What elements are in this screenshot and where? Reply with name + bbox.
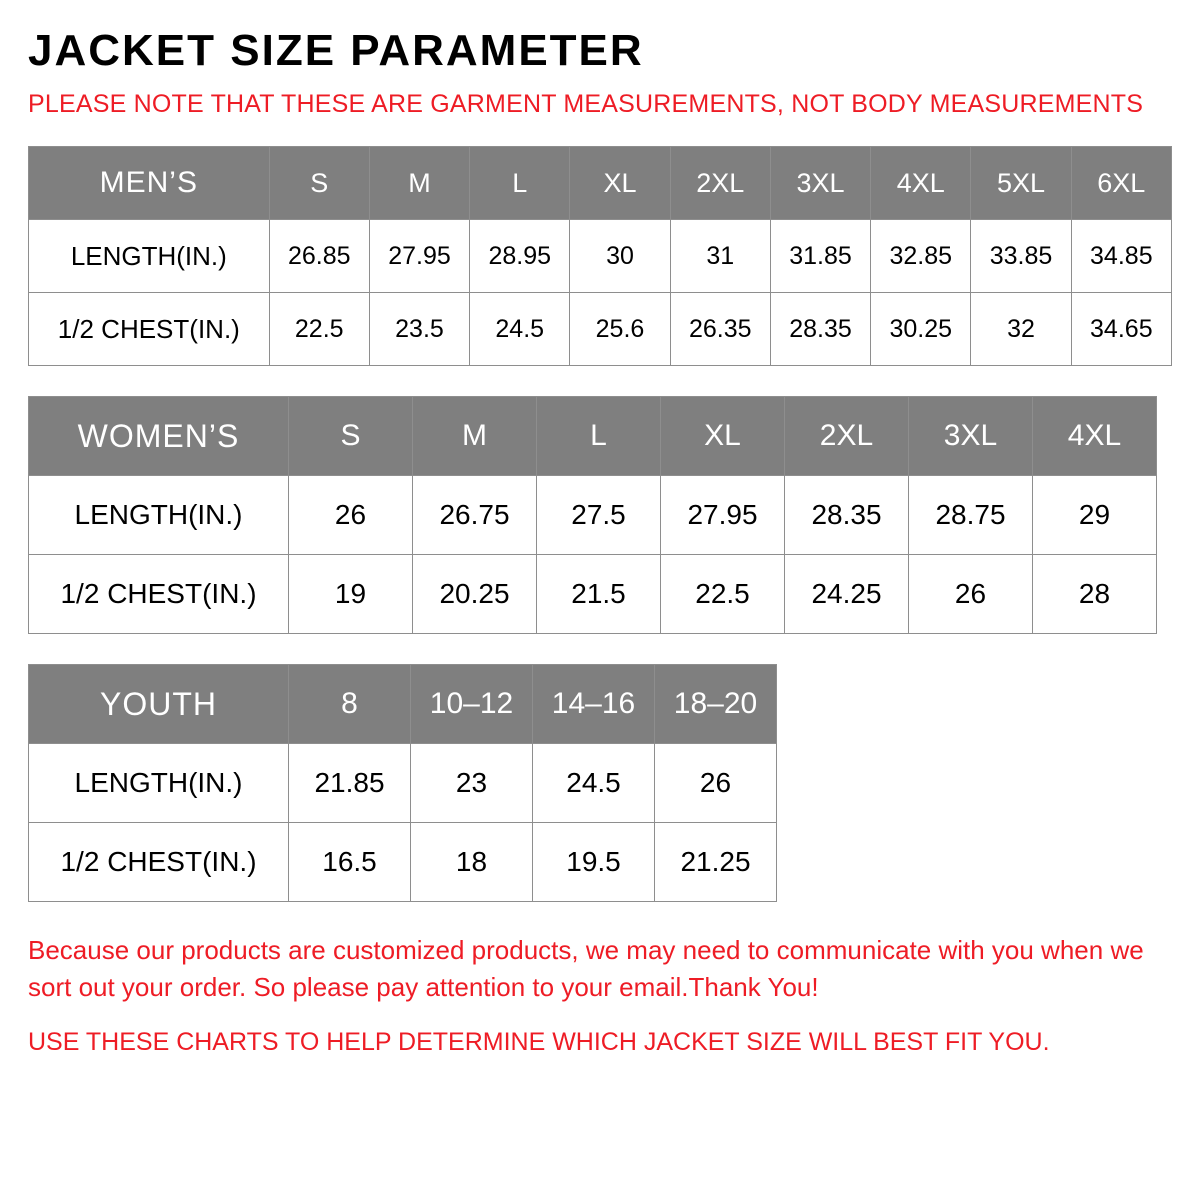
size-header-cell: 18–20 [655, 665, 777, 744]
measure-cell: 18 [411, 823, 533, 902]
row-label: 1/2 CHEST(IN.) [29, 823, 289, 902]
size-header-cell: L [470, 147, 570, 220]
measure-cell: 23 [411, 744, 533, 823]
measure-cell: 34.85 [1071, 220, 1171, 293]
size-header-cell: 4XL [1033, 397, 1157, 476]
measure-cell: 30.25 [871, 293, 971, 366]
measure-cell: 26 [909, 555, 1033, 634]
measure-cell: 19 [289, 555, 413, 634]
size-header-cell: S [289, 397, 413, 476]
measure-cell: 29 [1033, 476, 1157, 555]
table-row [29, 744, 777, 823]
measure-cell: 21.25 [655, 823, 777, 902]
row-label: LENGTH(IN.) [29, 220, 270, 293]
measure-cell: 19.5 [533, 823, 655, 902]
size-header-cell: L [537, 397, 661, 476]
table-row [29, 293, 1172, 366]
measure-cell: 25.6 [570, 293, 670, 366]
size-header-cell: 6XL [1071, 147, 1171, 220]
measure-cell: 32 [971, 293, 1071, 366]
measure-cell: 27.5 [537, 476, 661, 555]
table-row [29, 555, 1157, 634]
womens-size-table [28, 396, 1157, 634]
measure-cell: 27.95 [661, 476, 785, 555]
table-row [29, 823, 777, 902]
measure-cell: 33.85 [971, 220, 1071, 293]
measure-cell: 21.85 [289, 744, 411, 823]
table-header-row [29, 397, 1157, 476]
top-note: PLEASE NOTE THAT THESE ARE GARMENT MEASUREMENTS, NOT BODY MEASUREMENTS [28, 90, 1144, 119]
size-header-cell: XL [570, 147, 670, 220]
measure-cell: 26.75 [413, 476, 537, 555]
measure-cell: 24.5 [533, 744, 655, 823]
size-header-cell: 14–16 [533, 665, 655, 744]
size-header-cell: 3XL [909, 397, 1033, 476]
table-row [29, 476, 1157, 555]
youth-size-table [28, 664, 777, 902]
size-header-cell: 3XL [770, 147, 870, 220]
size-header-cell: 4XL [871, 147, 971, 220]
mens-header-label: MEN’S [29, 147, 270, 220]
size-header-cell: XL [661, 397, 785, 476]
size-header-cell: S [269, 147, 369, 220]
measure-cell: 16.5 [289, 823, 411, 902]
measure-cell: 24.25 [785, 555, 909, 634]
size-header-cell: 10–12 [411, 665, 533, 744]
size-header-cell: 8 [289, 665, 411, 744]
measure-cell: 21.5 [537, 555, 661, 634]
size-header-cell: M [369, 147, 469, 220]
size-header-cell: M [413, 397, 537, 476]
measure-cell: 31 [670, 220, 770, 293]
measure-cell: 26.85 [269, 220, 369, 293]
customization-note: Because our products are customized products, we may need to communicate with you when we sort out your order. So please pay attention to your email.Thank You! [28, 935, 1144, 1003]
size-header-cell: 2XL [670, 147, 770, 220]
row-label: 1/2 CHEST(IN.) [29, 293, 270, 366]
measure-cell: 22.5 [269, 293, 369, 366]
page-title: JACKET SIZE PARAMETER [28, 26, 644, 75]
measure-cell: 26 [289, 476, 413, 555]
measure-cell: 28.75 [909, 476, 1033, 555]
measure-cell: 26.35 [670, 293, 770, 366]
womens-header-label: WOMEN’S [29, 397, 289, 476]
measure-cell: 28.95 [470, 220, 570, 293]
size-header-cell: 2XL [785, 397, 909, 476]
measure-cell: 26 [655, 744, 777, 823]
measure-cell: 34.65 [1071, 293, 1171, 366]
table-header-row [29, 665, 777, 744]
size-header-cell: 5XL [971, 147, 1071, 220]
row-label: LENGTH(IN.) [29, 476, 289, 555]
measure-cell: 22.5 [661, 555, 785, 634]
measure-cell: 27.95 [369, 220, 469, 293]
measure-cell: 20.25 [413, 555, 537, 634]
measure-cell: 28.35 [785, 476, 909, 555]
measure-cell: 30 [570, 220, 670, 293]
measure-cell: 28.35 [770, 293, 870, 366]
measure-cell: 31.85 [770, 220, 870, 293]
measure-cell: 23.5 [369, 293, 469, 366]
mens-size-table [28, 146, 1172, 366]
youth-header-label: YOUTH [29, 665, 289, 744]
table-header-row [29, 147, 1172, 220]
chart-usage-note: USE THESE CHARTS TO HELP DETERMINE WHICH JACKET SIZE WILL BEST FIT YOU. [28, 1028, 1050, 1056]
row-label: 1/2 CHEST(IN.) [29, 555, 289, 634]
measure-cell: 28 [1033, 555, 1157, 634]
measure-cell: 24.5 [470, 293, 570, 366]
row-label: LENGTH(IN.) [29, 744, 289, 823]
table-row [29, 220, 1172, 293]
measure-cell: 32.85 [871, 220, 971, 293]
